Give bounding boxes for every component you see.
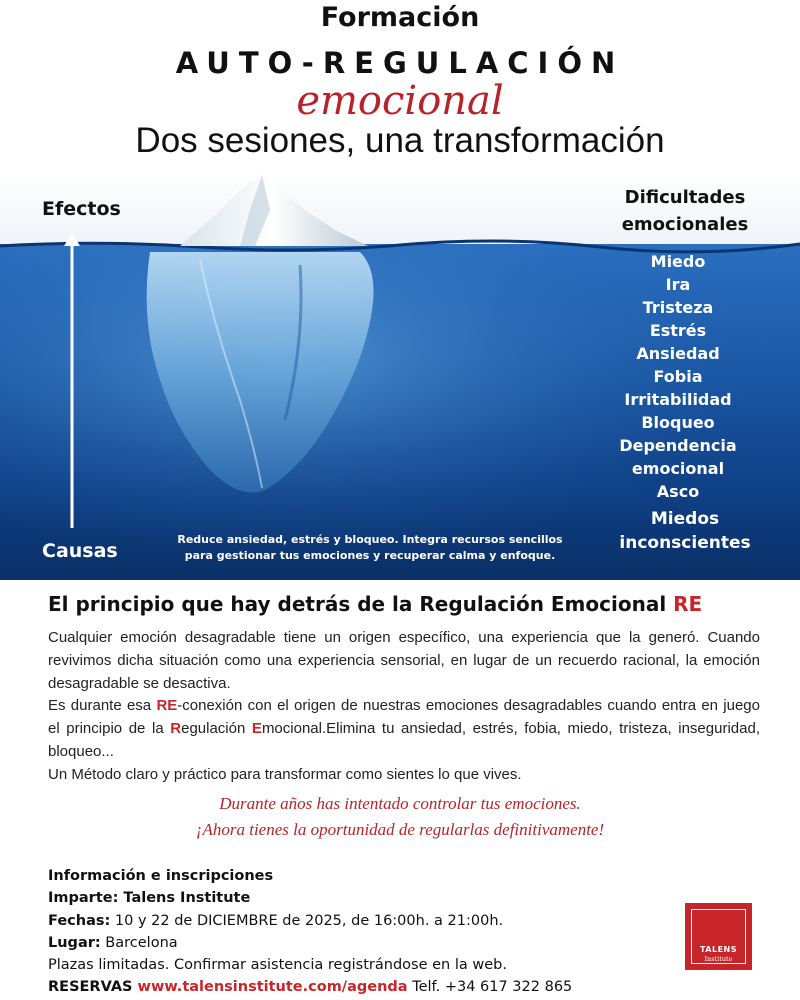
emotion-item: Bloqueo <box>641 413 715 432</box>
reservas-label: RESERVAS <box>48 979 138 996</box>
reduce-line2: para gestionar tus emociones y recuperar calma y enfoque. <box>184 549 556 562</box>
emotion-item: Tristeza <box>642 298 714 317</box>
info-heading-text: Información e inscripciones <box>48 868 274 884</box>
emotion-item: Irritabilidad <box>624 390 732 409</box>
fechas-value: 10 y 22 de DICIEMBRE de 2025, de 16:00h. a 21:00h. <box>110 912 504 929</box>
dificultades-line2: emocionales <box>621 214 749 235</box>
info-plazas: Plazas limitadas. Confirmar asistencia registrándose en la web. <box>48 957 507 974</box>
emotions-list <box>600 250 756 503</box>
emotion-item: Miedo <box>650 252 706 271</box>
emotion-item: Asco <box>656 482 700 501</box>
logo-line2: Institute <box>704 955 733 963</box>
principio-title-re: RE <box>673 592 703 616</box>
quote-line1: Durante años has intentado controlar tus emociones. <box>219 794 581 813</box>
lugar-label: Lugar: <box>48 934 101 951</box>
principio-body <box>48 627 760 787</box>
header-formacion: Formación <box>320 2 480 33</box>
miedos-line1: Miedos <box>650 509 720 529</box>
info-fechas <box>48 910 668 932</box>
principio-paragraph-1: Cualquier emoción desagradable tiene un origen específico, una experiencia que la generó. Cuando revivimos dicha situación como una experiencia sensorial, en lugar de un recuerdo racional, la emoción desagradable se desactiva. <box>48 629 760 692</box>
dificultades-label <box>600 184 770 238</box>
emotion-item: Ira <box>665 275 691 294</box>
causas-label: Causas <box>42 540 118 562</box>
p2-text-c: egulación <box>181 720 252 738</box>
p2-text-b: -conexión con el origen de nuestras emociones desagradables cuando entra en juego el principio de la <box>48 697 760 738</box>
info-lugar <box>48 932 668 954</box>
lugar-value: Barcelona <box>100 934 178 951</box>
principio-title-text: El principio que hay detrás de la Regulación Emocional <box>48 592 667 616</box>
p2-r-highlight: R <box>170 720 182 738</box>
header-auto-regulacion: AUTO-REGULACIÓN <box>175 46 625 80</box>
iceberg-banner <box>0 170 800 580</box>
reduce-caption <box>160 532 580 564</box>
principio-paragraph-3: Un Método claro y práctico para transformar como sientes lo que vives. <box>48 765 522 783</box>
emotion-item: emocional <box>631 459 725 478</box>
emotion-item: Dependencia <box>619 436 737 455</box>
info-reservas <box>48 976 668 998</box>
header-emocional: emocional <box>296 78 504 124</box>
header-subtitle: Dos sesiones, una transformación <box>135 121 665 160</box>
miedos-inconscientes-label <box>600 507 770 555</box>
logo-line1: TALENS <box>699 945 738 954</box>
p2-text-d: mocional.Elimina tu ansiedad, estrés, fobia, miedo, tristeza, inseguridad, bloqueo... <box>48 720 760 760</box>
miedos-line2: inconscientes <box>619 533 751 553</box>
emotion-item: Fobia <box>653 367 703 386</box>
info-imparte <box>48 887 668 909</box>
p2-e-highlight: E <box>251 720 262 738</box>
emotion-item: Estrés <box>649 321 707 340</box>
info-imparte-text: Imparte: Talens Institute <box>48 890 251 907</box>
principio-title <box>48 592 702 616</box>
info-block <box>48 865 668 999</box>
talens-logo <box>685 903 752 970</box>
info-heading <box>48 865 668 887</box>
fechas-label: Fechas: <box>48 912 111 929</box>
reservas-link[interactable]: www.talensinstitute.com/agenda <box>137 979 408 996</box>
p2-re-highlight: RE <box>156 697 178 715</box>
quote-line2: ¡Ahora tienes la oportunidad de regularlas definitivamente! <box>195 820 605 839</box>
principio-paragraph-2 <box>48 695 760 763</box>
p2-text-a: Es durante esa <box>48 697 157 715</box>
dificultades-line1: Dificultades <box>624 187 746 208</box>
efectos-label: Efectos <box>42 198 121 220</box>
telefono-text: Telf. +34 617 322 865 <box>407 979 573 996</box>
reduce-line1: Reduce ansiedad, estrés y bloqueo. Integra recursos sencillos <box>177 533 563 546</box>
emotion-item: Ansiedad <box>636 344 720 363</box>
